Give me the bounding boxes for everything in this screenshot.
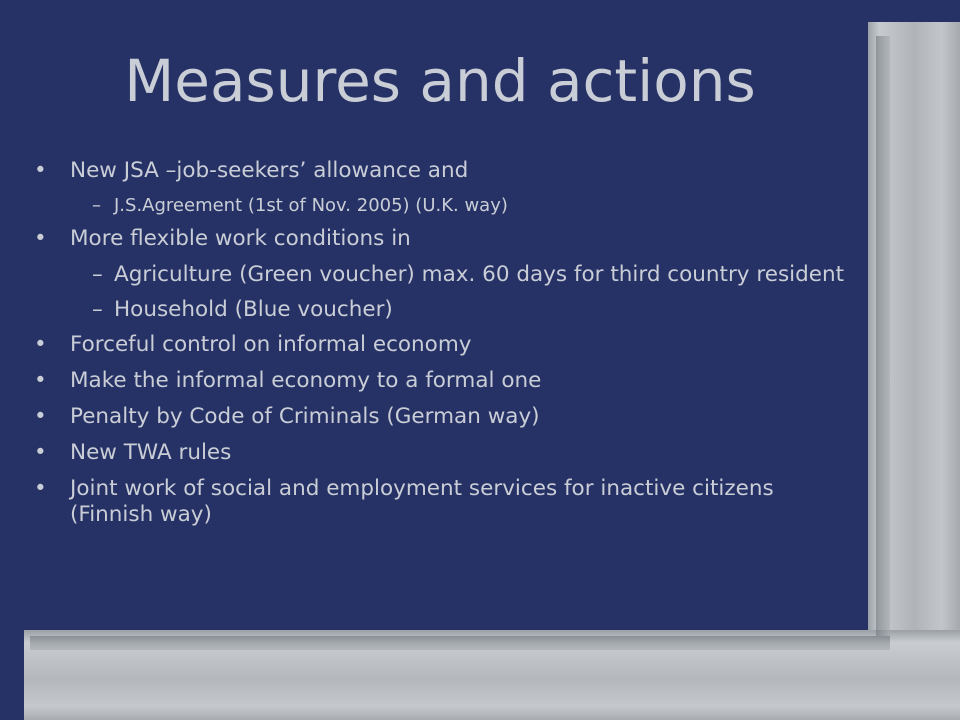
- bullet-item: [30, 332, 850, 358]
- bullet-icon: •: [34, 332, 47, 357]
- sub-bullet-text: Agriculture (Green voucher) max. 60 days for third country resident: [114, 262, 845, 287]
- bullet-item: [30, 158, 850, 184]
- sub-bullet-item: [30, 262, 850, 287]
- sub-bullet-text: Household (Blue voucher): [114, 297, 393, 322]
- bullet-icon: •: [34, 158, 47, 183]
- dash-icon: –: [92, 297, 103, 322]
- bullet-text: New JSA –job-seekers’ allowance and: [70, 158, 469, 183]
- bullet-text: Forceful control on informal economy: [70, 332, 472, 357]
- frame-corner-left: [0, 630, 24, 720]
- sub-bullet-text: J.S.Agreement (1st of Nov. 2005) (U.K. way): [114, 195, 508, 216]
- bullet-text: Joint work of social and employment services for inactive citizens (Finnish way): [70, 476, 774, 527]
- frame-corner-top: [868, 0, 960, 22]
- bullet-item: [30, 368, 850, 394]
- bullet-icon: •: [34, 226, 47, 251]
- bullet-text: Make the informal economy to a formal one: [70, 368, 542, 393]
- bullet-icon: •: [34, 440, 47, 465]
- dash-icon: –: [92, 262, 103, 287]
- bullet-icon: •: [34, 404, 47, 429]
- frame-shadow-right: [876, 36, 890, 636]
- bullet-text: Penalty by Code of Criminals (German way): [70, 404, 540, 429]
- sub-bullet-item: [30, 194, 850, 218]
- bullet-item: [30, 476, 850, 528]
- bullet-item: [30, 440, 850, 466]
- bullet-icon: •: [34, 368, 47, 393]
- dash-icon: –: [92, 195, 101, 216]
- frame-shadow-bottom: [30, 636, 890, 650]
- bullet-text: New TWA rules: [70, 440, 232, 465]
- sub-bullet-item: [30, 297, 850, 322]
- bullet-item: [30, 404, 850, 430]
- bullet-text: More flexible work conditions in: [70, 226, 411, 251]
- slide-title: Measures and actions: [124, 47, 756, 115]
- bullet-icon: •: [34, 476, 47, 501]
- slide-content: [30, 158, 850, 538]
- bullet-item: [30, 226, 850, 252]
